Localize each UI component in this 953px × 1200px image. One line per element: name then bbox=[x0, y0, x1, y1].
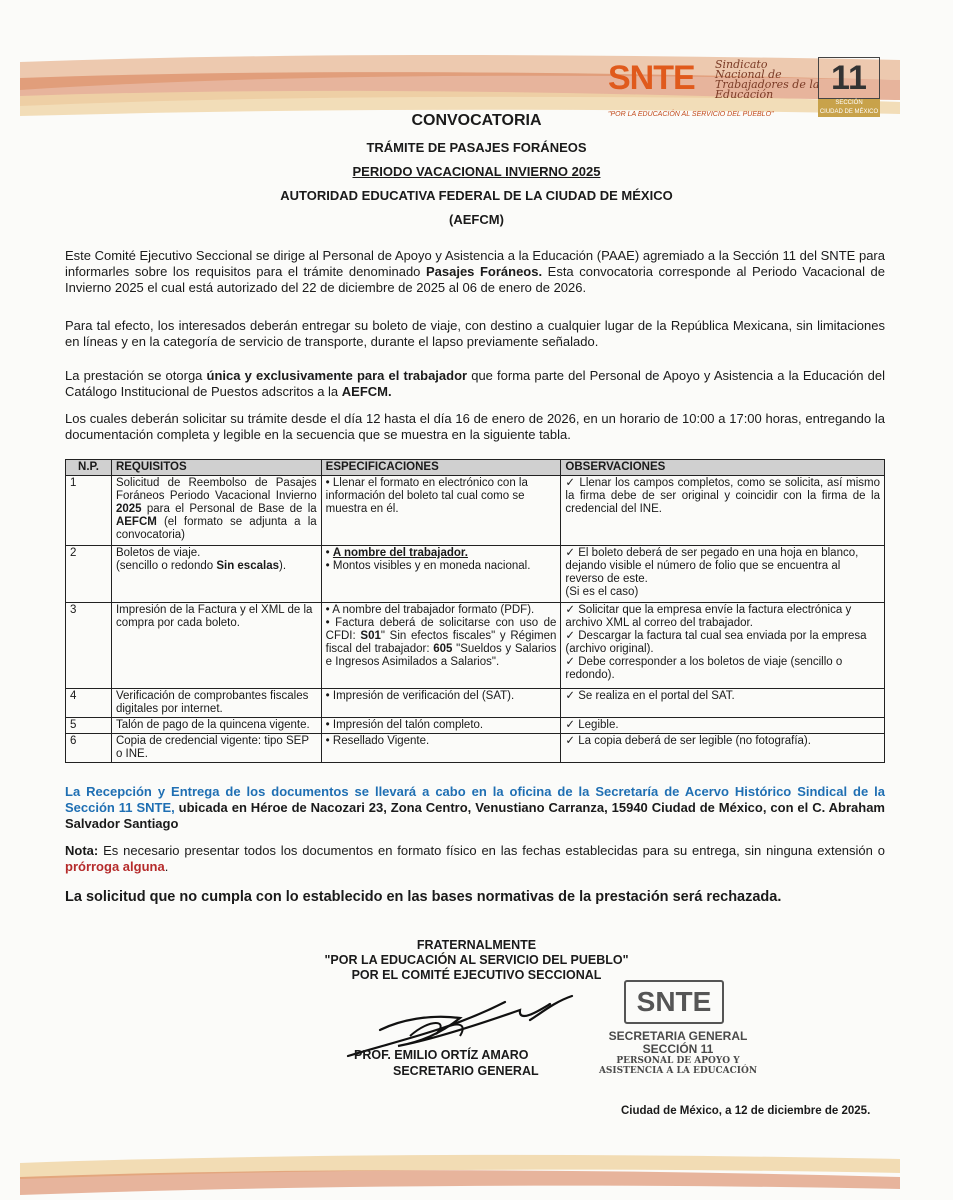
logo-motto: "POR LA EDUCACIÓN AL SERVICIO DEL PUEBLO" bbox=[608, 111, 774, 118]
paragraph-prestacion: La prestación se otorga única y exclusivamente para el trabajador que forma parte del Personal de Apoyo y Asistencia a la Educación del Catálogo Institucional de Puestos adscritos a la AEFCM. bbox=[65, 368, 886, 399]
table-row bbox=[66, 476, 885, 546]
header-especificaciones: ESPECIFICACIONES bbox=[321, 460, 561, 476]
signer-title: SECRETARIO GENERAL bbox=[393, 1064, 539, 1078]
closing-comite: POR EL COMITÉ EJECUTIVO SECCIONAL bbox=[351, 968, 602, 982]
cell-requisito: Impresión de la Factura y el XML de la compra por cada boleto. bbox=[111, 603, 321, 689]
stamp-logo: SNTE bbox=[624, 980, 724, 1024]
header-observaciones: OBSERVACIONES bbox=[561, 460, 885, 476]
cell-especificacion: • Resellado Vigente. bbox=[321, 734, 561, 763]
cell-especificacion: • Llenar el formato en electrónico con la información del boleto tal cual como se muestra en él. bbox=[321, 476, 561, 546]
paragraph-intro: Este Comité Ejecutivo Seccional se dirige al Personal de Apoyo y Asistencia a la Educación (PAAE) agremiado a la Sección 11 del SNTE para informarles sobre los requisitos para el trámite denominado Pasajes Foráneos. Esta convocatoria corresponde al Periodo Vacacional de Invierno 2025 el cual está autorizado del 22 de diciembre de 2025 al 06 de enero de 2026. bbox=[65, 248, 886, 295]
table-row bbox=[66, 718, 885, 734]
cell-observacion: ✓ Solicitar que la empresa envíe la factura electrónica y archivo XML al correo del trabajador. ✓ Descargar la factura tal cual sea enviada por la empresa (archivo original). ✓ Debe corresponder a los boletos de viaje (sencillo o redondo). bbox=[561, 603, 885, 689]
cell-np: 2 bbox=[66, 546, 112, 603]
cell-observacion: ✓ Se realiza en el portal del SAT. bbox=[561, 689, 885, 718]
cell-especificacion: • A nombre del trabajador formato (PDF). • Factura deberá de solicitarse con uso de CFDI: S01" Sin efectos fiscales" y Régimen fiscal del trabajador: 605 "Sueldos y Salarios e Ingresos Asimilados a Salarios". bbox=[321, 603, 561, 689]
paragraph-tramite: Los cuales deberán solicitar su trámite desde el día 12 hasta el día 16 de enero de 2026, en un horario de 10:00 a 17:00 horas, entregando la documentación completa y legible en la secuencia que se muestra en la siguiente tabla. bbox=[65, 411, 885, 442]
cell-especificacion: • Impresión de verificación del (SAT). bbox=[321, 689, 561, 718]
table-row bbox=[66, 689, 885, 718]
requirements-table bbox=[65, 459, 885, 763]
header-np: N.P. bbox=[66, 460, 112, 476]
stamp-text: SECRETARIA GENERAL SECCIÓN 11 PERSONAL DE APOYO Y ASISTENCIA A LA EDUCACIÓN bbox=[598, 1029, 758, 1076]
cell-np: 1 bbox=[66, 476, 112, 546]
closing-motto: "POR LA EDUCACIÓN AL SERVICIO DEL PUEBLO" bbox=[324, 953, 629, 967]
cell-requisito: Verificación de comprobantes fiscales digitales por internet. bbox=[111, 689, 321, 718]
cell-especificacion: • A nombre del trabajador. • Montos visibles y en moneda nacional. bbox=[321, 546, 561, 603]
rejection-notice: La solicitud que no cumpla con lo establecido en las bases normativas de la prestación será rechazada. bbox=[65, 889, 782, 905]
title-periodo: PERIODO VACACIONAL INVIERNO 2025 bbox=[352, 164, 601, 179]
footer-swoosh bbox=[0, 1145, 953, 1200]
cell-observacion: ✓ El boleto deberá de ser pegado en una hoja en blanco, dejando visible el número de folio que se encuentra al reverso de este. (Si es el caso) bbox=[561, 546, 885, 603]
paragraph-boleto: Para tal efecto, los interesados deberán entregar su boleto de viaje, con destino a cualquier lugar de la República Mexicana, sin limitaciones en líneas y en la categoría de servicio de transporte, durante el lapso previamente señalado. bbox=[65, 318, 885, 349]
title-convocatoria: CONVOCATORIA bbox=[411, 112, 542, 129]
document-date: Ciudad de México, a 12 de diciembre de 2025. bbox=[621, 1105, 871, 1117]
cell-requisito: Talón de pago de la quincena vigente. bbox=[111, 718, 321, 734]
closing-fraternalmente: FRATERNALMENTE bbox=[416, 938, 537, 952]
signer-name: PROF. EMILIO ORTÍZ AMARO bbox=[354, 1048, 529, 1062]
header-requisitos: REQUISITOS bbox=[111, 460, 321, 476]
cell-requisito: Solicitud de Reembolso de Pasajes Foráneos Periodo Vacacional Invierno 2025 para el Personal de Base de la AEFCM (el formato se adjunta a la convocatoria) bbox=[111, 476, 321, 546]
cell-np: 3 bbox=[66, 603, 112, 689]
logo-snte-text: SNTE bbox=[608, 59, 695, 97]
cell-observacion: ✓ Legible. bbox=[561, 718, 885, 734]
table-header-row bbox=[66, 460, 885, 476]
cell-requisito: Copia de credencial vigente: tipo SEP o INE. bbox=[111, 734, 321, 763]
cell-especificacion: • Impresión del talón completo. bbox=[321, 718, 561, 734]
cell-observacion: ✓ La copia deberá de ser legible (no fotografía). bbox=[561, 734, 885, 763]
cell-observacion: ✓ Llenar los campos completos, como se solicita, así mismo la firma debe de ser original y coincidir con la firma de la credencial del INE. bbox=[561, 476, 885, 546]
cell-np: 6 bbox=[66, 734, 112, 763]
logo-section-label: SECCIÓN CIUDAD DE MÉXICO bbox=[819, 100, 879, 115]
cell-np: 5 bbox=[66, 718, 112, 734]
title-tramite: TRÁMITE DE PASAJES FORÁNEOS bbox=[366, 140, 587, 155]
cell-np: 4 bbox=[66, 689, 112, 718]
note: Nota: Es necesario presentar todos los documentos en formato físico en las fechas establecidas para su entrega, sin ninguna extensión o prórroga alguna. bbox=[65, 843, 885, 874]
paragraph-recepcion: La Recepción y Entrega de los documentos se llevará a cabo en la oficina de la Secretaría de Acervo Histórico Sindical de la Sección 11 SNTE, ubicada en Héroe de Nacozari 23, Zona Centro, Venustiano Carranza, 15940 Ciudad de México, con el C. Abraham Salvador Santiago bbox=[65, 784, 885, 831]
table-row bbox=[66, 546, 885, 603]
logo-section-number: 11 bbox=[818, 57, 880, 99]
table-row bbox=[66, 603, 885, 689]
title-aefcm: (AEFCM) bbox=[449, 212, 504, 227]
table-row bbox=[66, 734, 885, 763]
title-autoridad: AUTORIDAD EDUCATIVA FEDERAL DE LA CIUDAD DE MÉXICO bbox=[280, 188, 673, 203]
logo-sindicato-text: Sindicato Nacional de Trabajadores de la Educación bbox=[715, 58, 820, 101]
cell-requisito: Boletos de viaje. (sencillo o redondo Sin escalas). bbox=[111, 546, 321, 603]
